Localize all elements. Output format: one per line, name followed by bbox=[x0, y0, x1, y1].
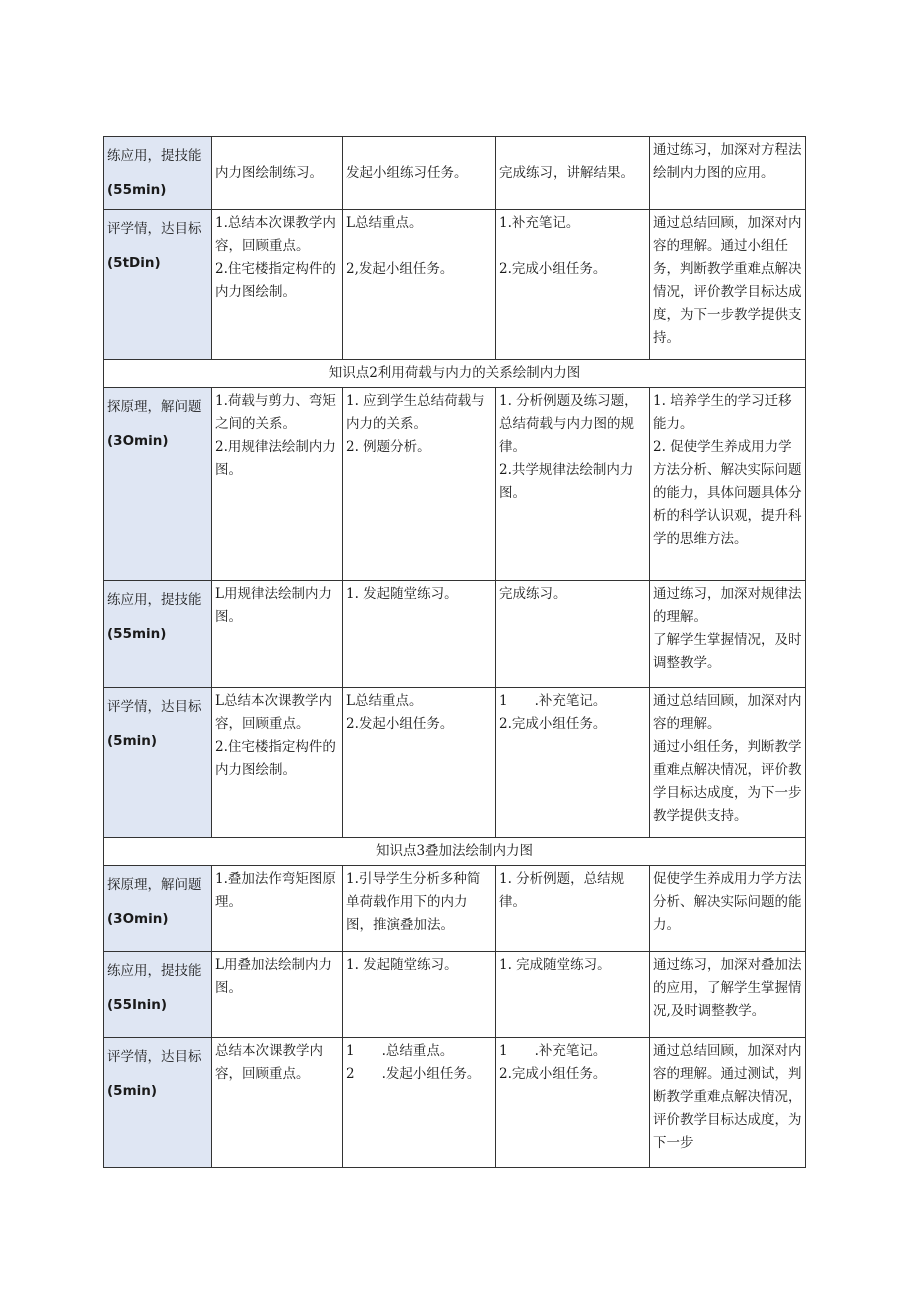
content-cell bbox=[212, 688, 343, 838]
table-row bbox=[104, 581, 806, 688]
cell-line: 2.完成小组任务。 bbox=[499, 261, 607, 277]
table-row bbox=[104, 952, 806, 1038]
cell-line: 1. 发起随堂练习。 bbox=[346, 586, 458, 602]
cell-line: 2. 例题分析。 bbox=[346, 439, 431, 455]
student-activity-cell bbox=[496, 137, 650, 210]
content-cell bbox=[212, 210, 343, 360]
cell-line: 1. 发起随堂练习。 bbox=[346, 957, 458, 973]
stage-label: 探原理，解问题 bbox=[107, 877, 202, 893]
teacher-activity-cell bbox=[343, 137, 496, 210]
stage-cell bbox=[104, 866, 212, 952]
cell-line: 1. 应到学生总结荷载与内力的关系。 bbox=[346, 393, 485, 432]
stage-cell bbox=[104, 1038, 212, 1168]
cell-line: 通过练习，加深对规律法的理解。 bbox=[653, 586, 802, 625]
cell-line: 内力图绘制练习。 bbox=[215, 164, 323, 181]
cell-line: 通过总结回顾，加深对内容的理解。通过测试，判断教学重难点解决情况，评价教学目标达成度，为下一步 bbox=[653, 1043, 802, 1151]
section-header-row bbox=[104, 360, 806, 388]
cell-line: 通过总结回顾，加深对内容的理解。通过小组任务，判断教学重难点解决情况，评价教学目标达成度，为下一步教学提供支持。 bbox=[653, 215, 802, 346]
teacher-activity-cell bbox=[343, 688, 496, 838]
stage-cell bbox=[104, 210, 212, 360]
student-activity-cell bbox=[496, 210, 650, 360]
content-cell bbox=[212, 137, 343, 210]
cell-line: L用叠加法绘制内力图。 bbox=[215, 957, 332, 996]
cell-line: 2.发起小组任务。 bbox=[346, 716, 454, 732]
design-intent-cell bbox=[650, 210, 806, 360]
content-cell bbox=[212, 388, 343, 581]
cell-line: 2 .发起小组任务。 bbox=[346, 1066, 481, 1082]
cell-line: 2. 促使学生养成用力学方法分析、解决实际问题的能力，具体问题具体分析的科学认识观，提升科学的思维方法。 bbox=[653, 439, 802, 547]
table-row bbox=[104, 210, 806, 360]
design-intent-cell bbox=[650, 952, 806, 1038]
cell-line: 2.共学规律法绘制内力图。 bbox=[499, 462, 634, 501]
teacher-activity-cell bbox=[343, 952, 496, 1038]
stage-cell bbox=[104, 581, 212, 688]
cell-line: 1. 培养学生的学习迁移能力。 bbox=[653, 393, 792, 432]
cell-line: 2,发起小组任务。 bbox=[346, 261, 454, 277]
stage-duration: (55min) bbox=[107, 626, 167, 642]
cell-line: 1.总结本次课教学内容，回顾重点。 bbox=[215, 215, 336, 254]
stage-cell bbox=[104, 388, 212, 581]
cell-line: L总结重点。 bbox=[346, 693, 423, 709]
stage-label: 练应用，提技能 bbox=[107, 963, 202, 979]
teacher-activity-cell bbox=[343, 1038, 496, 1168]
stage-label: 探原理，解问题 bbox=[107, 399, 202, 415]
student-activity-cell bbox=[496, 688, 650, 838]
stage-label: 练应用，提技能 bbox=[107, 148, 202, 164]
cell-line: 发起小组练习任务。 bbox=[346, 164, 468, 181]
stage-cell bbox=[104, 137, 212, 210]
cell-line: 1.荷载与剪力、弯矩之间的关系。 bbox=[215, 393, 336, 432]
student-activity-cell bbox=[496, 1038, 650, 1168]
table-row bbox=[104, 388, 806, 581]
cell-line: 1 .总结重点。 bbox=[346, 1043, 454, 1059]
cell-line: 2.住宅楼指定构件的内力图绘制。 bbox=[215, 261, 336, 300]
cell-line: 通过总结回顾，加深对内容的理解。 bbox=[653, 693, 802, 732]
cell-line: 2.完成小组任务。 bbox=[499, 716, 607, 732]
cell-line: 通过练习，加深对方程法绘制内力图的应用。 bbox=[653, 142, 802, 181]
stage-cell bbox=[104, 952, 212, 1038]
teacher-activity-cell bbox=[343, 210, 496, 360]
stage-duration: (55Inin) bbox=[107, 997, 167, 1013]
cell-line: 1. 分析例题，总结规律。 bbox=[499, 871, 625, 910]
cell-line: 通过小组任务，判断教学重难点解决情况，评价教学目标达成度，为下一步教学提供支持。 bbox=[653, 739, 802, 824]
teacher-activity-cell bbox=[343, 388, 496, 581]
student-activity-cell bbox=[496, 866, 650, 952]
cell-line: 了解学生掌握情况，及时调整教学。 bbox=[653, 632, 802, 671]
cell-line: 总结本次课教学内容，回顾重点。 bbox=[215, 1043, 323, 1082]
cell-line: 1. 完成随堂练习。 bbox=[499, 957, 611, 973]
cell-line: 完成练习。 bbox=[499, 586, 567, 602]
cell-line: 通过练习，加深对叠加法的应用，了解学生掌握情况,及时调整教学。 bbox=[653, 957, 802, 1019]
stage-duration: (55min) bbox=[107, 182, 167, 198]
content-cell bbox=[212, 952, 343, 1038]
cell-line: 2.用规律法绘制内力图。 bbox=[215, 439, 336, 478]
content-cell bbox=[212, 581, 343, 688]
cell-line: 1.叠加法作弯矩图原理。 bbox=[215, 871, 336, 910]
stage-cell bbox=[104, 688, 212, 838]
section-title: 知识点2利用荷载与内力的关系绘制内力图 bbox=[104, 360, 806, 388]
stage-label: 评学情，达目标 bbox=[107, 221, 202, 237]
cell-line: 完成练习，讲解结果。 bbox=[499, 164, 634, 181]
teacher-activity-cell bbox=[343, 866, 496, 952]
cell-line: L总结本次课教学内容，回顾重点。 bbox=[215, 693, 332, 732]
stage-duration: (5min) bbox=[107, 733, 158, 749]
stage-label: 评学情，达目标 bbox=[107, 699, 202, 715]
content-cell bbox=[212, 866, 343, 952]
cell-line: 2.住宅楼指定构件的内力图绘制。 bbox=[215, 739, 336, 778]
cell-line: L用规律法绘制内力图。 bbox=[215, 586, 332, 625]
cell-line: 2.完成小组任务。 bbox=[499, 1066, 607, 1082]
design-intent-cell bbox=[650, 866, 806, 952]
student-activity-cell bbox=[496, 388, 650, 581]
stage-duration: (5tDin) bbox=[107, 255, 161, 271]
design-intent-cell bbox=[650, 581, 806, 688]
cell-line: 1 .补充笔记。 bbox=[499, 693, 607, 709]
design-intent-cell bbox=[650, 137, 806, 210]
cell-line: 1 .补充笔记。 bbox=[499, 1043, 607, 1059]
cell-line: L总结重点。 bbox=[346, 215, 423, 231]
stage-duration: (3Omin) bbox=[107, 911, 169, 927]
table-row bbox=[104, 137, 806, 210]
student-activity-cell bbox=[496, 581, 650, 688]
table-row bbox=[104, 1038, 806, 1168]
stage-duration: (5min) bbox=[107, 1083, 158, 1099]
stage-label: 练应用，提技能 bbox=[107, 592, 202, 608]
cell-line: 1.引导学生分析多种简单荷载作用下的内力图，推演叠加法。 bbox=[346, 871, 481, 933]
design-intent-cell bbox=[650, 688, 806, 838]
stage-label: 评学情，达目标 bbox=[107, 1049, 202, 1065]
table-row bbox=[104, 688, 806, 838]
table-row bbox=[104, 866, 806, 952]
cell-line: 1.补充笔记。 bbox=[499, 215, 580, 231]
design-intent-cell bbox=[650, 1038, 806, 1168]
content-cell bbox=[212, 1038, 343, 1168]
design-intent-cell bbox=[650, 388, 806, 581]
cell-line: 1. 分析例题及练习题，总结荷载与内力图的规律。 bbox=[499, 393, 638, 455]
section-title: 知识点3叠加法绘制内力图 bbox=[104, 838, 806, 866]
cell-line: 促使学生养成用力学方法分析、解决实际问题的能力。 bbox=[653, 871, 802, 933]
teacher-activity-cell bbox=[343, 581, 496, 688]
lesson-plan-table bbox=[103, 136, 806, 1168]
section-header-row bbox=[104, 838, 806, 866]
stage-duration: (3Omin) bbox=[107, 433, 169, 449]
student-activity-cell bbox=[496, 952, 650, 1038]
